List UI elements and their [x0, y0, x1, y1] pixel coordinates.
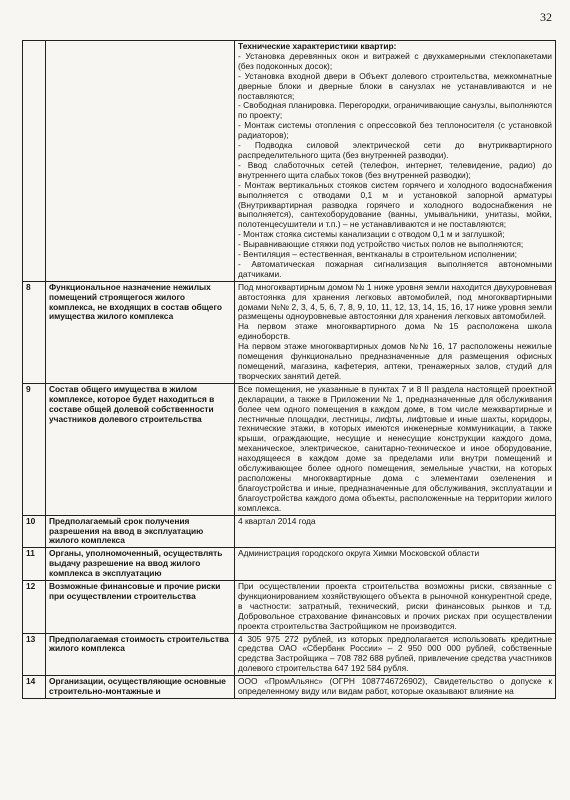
tech-item: - Монтаж системы отопления с опрессовкой без теплоносителя (с установкой радиаторов);: [238, 120, 552, 141]
tech-characteristics-title: Технические характеристики квартир:: [238, 41, 397, 51]
row-label: Органы, уполномоченный, осуществлять выдачу разрешение на ввод жилого комплекса в эксплуатацию: [46, 548, 235, 581]
row-paragraph: 4 305 975 272 рублей, из которых предполагается использовать кредитные средства ОАО «Сбербанк России» – 2 950 000 000 рублей, собственные средства Застройщика – 708 782 688 рублей, привлечение средства участников долевого строительства 647 192 584 рубля.: [238, 633, 552, 674]
table-row: [23, 515, 556, 548]
row-number: 10: [23, 515, 46, 548]
row-content: [235, 676, 556, 699]
tech-item: - Выравнивающие стяжки под устройство чистых полов не выполняются;: [238, 239, 524, 250]
tech-item: - Свободная планировка. Перегородки, ограничивающие санузлы, выполняются по проекту;: [238, 100, 552, 121]
row-number: 11: [23, 548, 46, 581]
row-label: Организации, осуществляющие основные строительно-монтажные и: [46, 676, 235, 699]
row-label: Состав общего имущества в жилом комплексе, которое будет находиться в составе общей долевой собственности участников долевого строительства: [46, 383, 235, 515]
table-row: [23, 633, 556, 676]
tech-item: - Монтаж стояка системы канализации с отводом 0,1 м и заглушкой;: [238, 229, 505, 240]
row-label: Предполагаемый срок получения разрешения на ввод в эксплуатацию жилого комплекса: [46, 515, 235, 548]
declaration-table: [22, 40, 556, 699]
row-number: 13: [23, 633, 46, 676]
tech-item: - Ввод слаботочных сетей (телефон, интернет, телевидение, радио) до внутреннего щита слабых токов (без внутренней разводки);: [238, 159, 552, 180]
page-number: 32: [540, 10, 552, 24]
row-paragraph: На первом этаже многоквартирного дома №15 расположена школа единоборств.: [238, 321, 552, 342]
row-number: 9: [23, 383, 46, 515]
row-paragraph: 4 квартал 2014 года: [238, 515, 316, 526]
tech-item: - Вентиляция – естественная, вентканалы в строительном исполнении;: [238, 249, 517, 260]
row-content: [235, 383, 556, 515]
row-paragraph: Администрация городского округа Химки Московской области: [238, 548, 480, 559]
row-paragraph: Под многоквартирным домом № 1 ниже уровня земли находится двухуровневая автостоянка для хранения легковых автомобилей, под многоквартирными домами №№ 2, 3, 4, 5, 6, 7, 8, 9, 10, 11, 12, 13, 14, 15, 16, 17 ниже уровня земли размещены одноуровневые автостоянки для хранения легковых автомобилей.: [238, 281, 552, 322]
row-content: [235, 281, 556, 383]
row-number: 8: [23, 281, 46, 383]
row-number-cell: [23, 41, 46, 282]
row-label: Предполагаемая стоимость строительства жилого комплекса: [46, 633, 235, 676]
table-row: [23, 383, 556, 515]
row-paragraph: При осуществлении проекта строительства возможны риски, связанные с функционированием хозяйствующего объекта в рыночной конкурентной среде, в частности: затратный, технический, риски финансовых рынков и т.д. Добровольное страхование финансовых и прочих рисках при осуществлении проекта строительства Застройщиком не производится.: [238, 581, 552, 631]
tech-item: - Монтаж вертикальных стояков систем горячего и холодного водоснабжения выполняется с отводами 0,1 м и установкой запорной арматуры (Внутриквартирная разводка горячего и холодного водоснабжения не выполняется), сантехоборудование (ванны, умывальники, унитазы, мойки, полотенцесушители и т.п.) – не устанавливаются и не поставляются;: [238, 179, 552, 230]
row-paragraph: ООО «ПромАльянс» (ОГРН 1087746726902), Свидетельство о допуске к определенному виду или видам работ, которые оказывают влияние на: [238, 676, 552, 697]
row-number: 14: [23, 676, 46, 699]
tech-item: - Автоматическая пожарная сигнализация выполняется автономными датчиками.: [238, 258, 552, 279]
row-content: [235, 515, 556, 548]
table-row: [23, 581, 556, 634]
row-label: Функциональное назначение нежилых помещений строящегося жилого комплекса, не входящих в состав общего имущества жилого комплекса: [46, 281, 235, 383]
row-label-cell: [46, 41, 235, 282]
row-paragraph: Все помещения, не указанные в пунктах 7 и 8 II раздела настоящей проектной декларации, а также в Приложении № 1, предназначенные для обслуживания более чем одного помещения в каждом доме, в том числе межквартирные и лестничные площадки, лестницы, лифты, лифтовые и иные шахты, коридоры, технические этажи, в которых имеются инженерные коммуникации, а также крыши, ограждающие, несущие и ненесущие конструкции каждого дома, механическое, электрическое, санитарно-техническое и иное оборудование, находящееся в каждом доме за пределами или внутри помещений и обслуживающее более одного помещения, земельные участки, на которых расположены многоквартирные дома с элементами озеленения и благоустройства и иные, предназначенные для обслуживания, эксплуатации и благоустройства каждого дома объекты, расположенные на территории жилого комплекса.: [238, 383, 552, 513]
table-row: [23, 676, 556, 699]
row-number: 12: [23, 581, 46, 634]
table-row: [23, 548, 556, 581]
tech-characteristics-cell: [235, 41, 556, 282]
tech-item: - Установка входной двери в Объект долевого строительства, межкомнатные дверные блоки и дверные блоки в санузлах не устанавливаются и не поставляются;: [238, 70, 552, 101]
table-row: [23, 41, 556, 282]
row-paragraph: На первом этаже многоквартирных домов №№ 16, 17 расположены нежилые помещения функционально предназначенные для размещения офисных помещений, магазина, кафетерия, аптеки, тренажерных залов, студий для творческих занятий детей.: [238, 341, 552, 381]
tech-item: - Подводка силовой электрической сети до внутриквартирного распределительного щита (без внутренней разводки).: [238, 140, 552, 160]
tech-item: - Установка деревянных окон и витражей с двухкамерными стеклопакетами (без подоконных досок);: [238, 50, 552, 71]
row-content: [235, 548, 556, 581]
row-label: Возможные финансовые и прочие риски при осуществлении строительства: [46, 581, 235, 634]
row-content: [235, 633, 556, 676]
table-row: [23, 281, 556, 383]
row-content: [235, 581, 556, 634]
